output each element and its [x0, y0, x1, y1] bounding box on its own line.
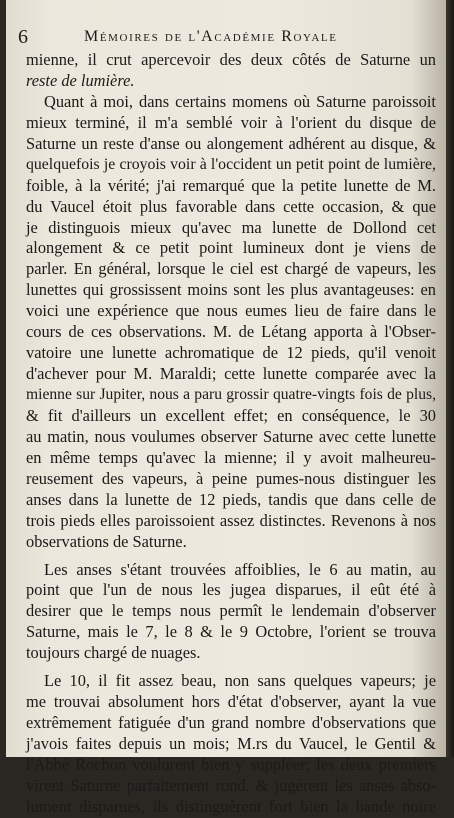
text-line: alongement & ce petit point lumineux dont je viens de	[26, 238, 436, 258]
page-number: 6	[18, 26, 28, 48]
text-line: extrêmement fatiguée d'un grand nombre d'observations que	[26, 713, 436, 733]
text-line: observations de Saturne.	[26, 531, 187, 551]
text-line: au matin, nous voulumes observer Saturne avec cette lunette	[26, 426, 436, 446]
text-line: me trouvai absolument hors d'état d'observer, ayant la vue	[26, 692, 436, 712]
text-line: l'Abbé Rochon voulurent bien y suppléer; les deux premiers	[26, 754, 436, 774]
text-line: j'avois faites depuis un mois; M.rs du Vaucel, le Gentil &	[26, 734, 436, 753]
text-line: lument disparues, ils distinguèrent fort bien la bande noire	[26, 796, 436, 816]
text-line: trois pieds elles paroissoient assez distinctes. Revenons à nos	[26, 510, 436, 530]
text-line: toujours chargé de nuages.	[26, 643, 201, 663]
page-edge-shadow	[446, 0, 454, 757]
text-line: je distinguois mieux qu'avec ma lunette de Dollond cet	[26, 217, 436, 237]
page-header	[16, 26, 426, 48]
text-line: anses dans la lunette de 12 pieds, tandis que dans celle de	[26, 489, 436, 509]
text-line: Le 10, il fit assez beau, non sans quelques vapeurs; je	[44, 671, 436, 691]
text-line: desirer que le temps nous permît le lendemain d'observer	[26, 601, 436, 621]
text-line: Quant à moi, dans certains momens où Saturne paroissoit	[44, 91, 436, 111]
text-line: cours de ces observations. M. de Létang apporta à l'Obser-	[26, 322, 436, 342]
running-title: Mémoires de l'Académie Royale	[84, 28, 338, 45]
body-text	[26, 50, 436, 818]
text-line: quelquefois je croyois voir à l'occident un petit point de lumière,	[26, 155, 436, 173]
text-line: reste de lumière.	[26, 70, 135, 90]
text-line: parler. En général, lorsque le ciel est chargé de vapeurs, les	[26, 259, 436, 279]
text-line: reusement des vapeurs, à peine pumes-nous distinguer les	[26, 468, 436, 488]
text-line: & fit d'ailleurs un excellent effet; en conséquence, le 30	[26, 405, 436, 425]
text-line: point que l'un de nous les jugea disparues, il eût été à	[26, 580, 436, 600]
text-line: voici une expérience que nous eumes lieu de faire dans le	[26, 301, 436, 321]
text-line: Saturne un reste d'anse ou alongement adhérent au disque, &	[26, 133, 436, 153]
book-page	[6, 0, 446, 816]
text-line: d'achever pour M. Maraldi; cette lunette comparée avec la	[26, 364, 436, 384]
text-line: Saturne, mais le 7, le 8 & le 9 Octobre, l'orient se trouva	[26, 622, 436, 642]
text-line: virent Saturne parfaitement rond, & jugèrent les anses abso-	[26, 775, 436, 795]
text-line: Les anses s'étant trouvées affoiblies, le 6 au matin, au	[44, 559, 436, 579]
text-line: mieux terminé, il m'a semblé voir à l'orient du disque de	[26, 112, 436, 132]
text-line: foible, à la vérité; j'ai remarqué que la petite lunette de M.	[26, 175, 436, 195]
text-line: en même temps qu'avec la mienne; il y avoit malheureu-	[26, 447, 436, 467]
text-line: lunettes qui grossissent moins sont les plus avantageuses: en	[26, 280, 436, 300]
text-line: du Vaucel étoit plus favorable dans cette occasion, & que	[26, 196, 436, 216]
text-line: mienne sur Jupiter, nous a paru grossir quatre-vingts fois de plus,	[26, 386, 436, 403]
text-line: vatoire une lunette achromatique de 12 pieds, qu'il venoit	[26, 343, 436, 363]
text-line: mienne, il crut apercevoir des deux côtés de Saturne un	[26, 50, 436, 69]
